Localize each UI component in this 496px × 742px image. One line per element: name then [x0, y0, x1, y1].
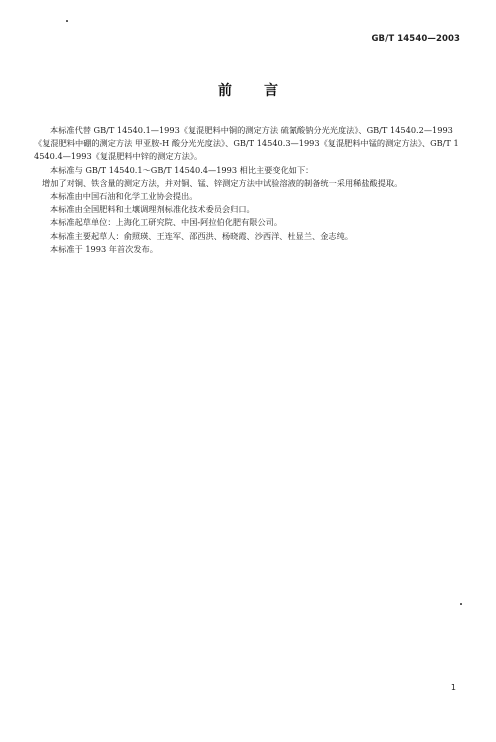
- scan-speck: [66, 20, 68, 22]
- page-number: 1: [450, 683, 456, 692]
- paragraph-proposer: 本标准由中国石油和化学工业协会提出。: [50, 191, 198, 202]
- paragraph-drafters: 本标准主要起草人：俞照瑛、王连军、邵西洪、杨晓霞、沙西洋、杜显兰、金志纯。: [50, 230, 353, 241]
- standard-number: GB/T 14540—2003: [371, 34, 460, 44]
- paragraph-committee: 本标准由全国肥料和土壤调理剂标准化技术委员会归口。: [50, 204, 255, 215]
- page-title: 前言: [218, 83, 310, 99]
- paragraph-first-issue: 本标准于 1993 年首次发布。: [50, 243, 158, 254]
- scan-speck: [460, 603, 462, 605]
- paragraph-drafting-units: 本标准起草单位：上海化工研究院、中国-阿拉伯化肥有限公司。: [50, 217, 283, 228]
- paragraph-change-item: 增加了对铜、铁含量的测定方法，并对铜、锰、锌测定方法中试验溶液的制备统一采用稀盐酸提取。: [42, 177, 403, 188]
- paragraph-replacement: 本标准代替 GB/T 14540.1—1993《复混肥料中铜的测定方法 硫氰酸钠分光光度法》、GB/T 14540.2—1993《复混肥料中硼的测定方法 甲亚胺-H 酸分光光度法》、GB/T 14540.3—1993《复混肥料中锰的测定方法》、GB/T 14540.4—1993《复混肥料中锌的测定方法》。: [34, 125, 459, 162]
- paragraph-changes-intro: 本标准与 GB/T 14540.1～GB/T 14540.4—1993 相比主要变化如下：: [50, 164, 314, 175]
- foreword-body: [34, 124, 462, 256]
